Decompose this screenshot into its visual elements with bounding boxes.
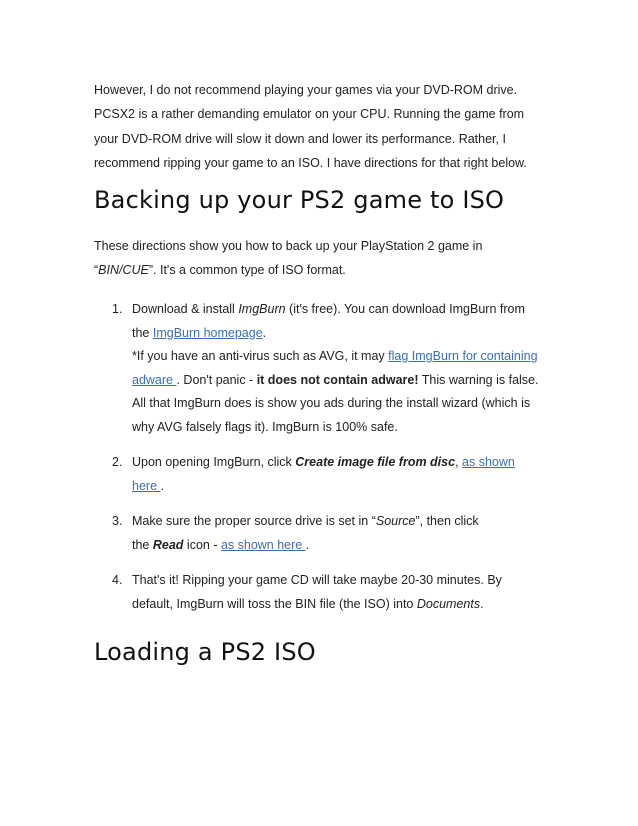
intro-line: However, I do not recommend playing your games via your DVD-ROM drive.: [94, 83, 518, 97]
flag-imgburn-link-cont[interactable]: adware: [132, 372, 177, 387]
intro-line: your DVD-ROM drive will slow it down and lower its performance. Rather, I: [94, 131, 506, 146]
step-number: 1.: [112, 302, 123, 316]
directions-line: These directions show you how to back up your PlayStation 2 game in: [94, 239, 483, 253]
intro-line: PCSX2 is a rather demanding emulator on your CPU. Running the game from: [94, 107, 525, 122]
as-shown-here-link[interactable]: as shown: [462, 455, 515, 469]
step-number: 4.: [112, 573, 123, 587]
directions-paragraph: [94, 234, 564, 283]
step-item: 2. Upon opening ImgBurn, click Create image file from disc, as shown here .: [94, 451, 564, 498]
format-name: BIN/CUE: [98, 263, 149, 278]
intro-line: recommend ripping your game to an ISO. I have directions for that right below.: [94, 155, 527, 170]
steps-list: [94, 298, 564, 628]
section-heading-loading: Loading a PS2 ISO: [94, 638, 316, 666]
flag-imgburn-link[interactable]: flag ImgBurn for containing: [388, 349, 538, 363]
directions-line: “BIN/CUE”. It's a common type of ISO format.: [94, 263, 346, 278]
as-shown-here-link-cont[interactable]: here: [132, 478, 161, 493]
section-heading-backup: Backing up your PS2 game to ISO: [94, 186, 505, 214]
step-number: 3.: [112, 514, 123, 528]
step-item: 3. Make sure the proper source drive is set in “Source”, then click the Read icon - as shown here .: [94, 510, 564, 557]
as-shown-here-link[interactable]: as shown here: [220, 537, 306, 552]
step-item: 4. That's it! Ripping your game CD will take maybe 20-30 minutes. By default, ImgBurn will toss the BIN file (the ISO) into Documents.: [94, 569, 564, 616]
step-number: 2.: [112, 455, 123, 469]
step-item: 1. Download & install ImgBurn (it's free). You can download ImgBurn from the ImgBurn homepage. *If you have an anti-virus such as AVG, it may flag ImgBurn for containing adware . Don't panic - it does not contain adware! This warning is false. All that ImgBurn does is show you ads during the install wizard (which is why AVG falsely flags it). ImgBurn is 100% safe.: [94, 298, 564, 439]
intro-paragraph: [94, 78, 564, 175]
imgburn-homepage-link[interactable]: ImgBurn homepage: [152, 325, 263, 340]
